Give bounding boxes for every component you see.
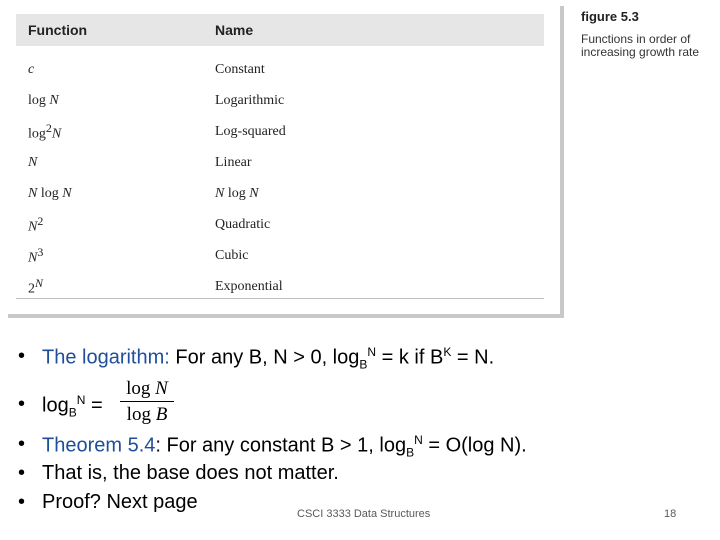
footer-course-title: CSCI 3333 Data Structures [297, 508, 431, 520]
table-bottom-rule [16, 298, 544, 299]
function-cell: log N [28, 92, 59, 108]
log-fraction [120, 378, 174, 426]
figure-description: Functions in order of increasing growth rate [581, 32, 700, 59]
function-cell: N [28, 154, 38, 170]
table-row [16, 209, 544, 240]
function-cell: $N^3$ [28, 244, 44, 266]
table-row [16, 85, 544, 116]
figure-caption [581, 9, 720, 59]
table-header-row [16, 14, 544, 46]
bullet-icon: • [18, 433, 26, 455]
bullet-icon: • [18, 462, 26, 484]
bullet-icon: • [18, 345, 26, 367]
theorem-term: Theorem 5.4 [42, 434, 156, 457]
function-cell: N log N [28, 185, 72, 201]
name-cell: Linear [215, 154, 252, 170]
footer-page-number: 18 [664, 508, 677, 520]
table-row [16, 240, 544, 271]
function-column-header: Function [16, 14, 193, 46]
figure-title: figure 5.3 [581, 9, 639, 24]
name-cell: Quadratic [215, 216, 271, 232]
name-cell: Logarithmic [215, 92, 285, 108]
table-row [16, 178, 544, 209]
fraction-numerator: log N [126, 378, 168, 399]
name-cell: Log-squared [215, 123, 286, 139]
bullet-icon: • [18, 491, 26, 513]
function-cell: c [28, 61, 35, 77]
table-row [16, 46, 544, 85]
function-cell: $2^N$ [28, 275, 44, 297]
fraction-denominator: log B [126, 404, 168, 425]
table-row [16, 116, 544, 147]
name-cell: Exponential [215, 278, 283, 294]
bullet-icon: • [18, 393, 26, 415]
name-cell: Constant [215, 61, 265, 77]
function-cell: $N^2$ [28, 213, 44, 235]
figure-image [8, 6, 564, 318]
name-cell: N log N [215, 185, 259, 201]
name-column-header: Name [193, 14, 544, 46]
name-cell: Cubic [215, 247, 249, 263]
logarithm-term: The logarithm: [42, 346, 170, 369]
table-row [16, 147, 544, 178]
growth-rate-table [16, 14, 544, 302]
function-cell: $\log^2N$ [28, 120, 62, 142]
fraction-bar [120, 401, 174, 402]
